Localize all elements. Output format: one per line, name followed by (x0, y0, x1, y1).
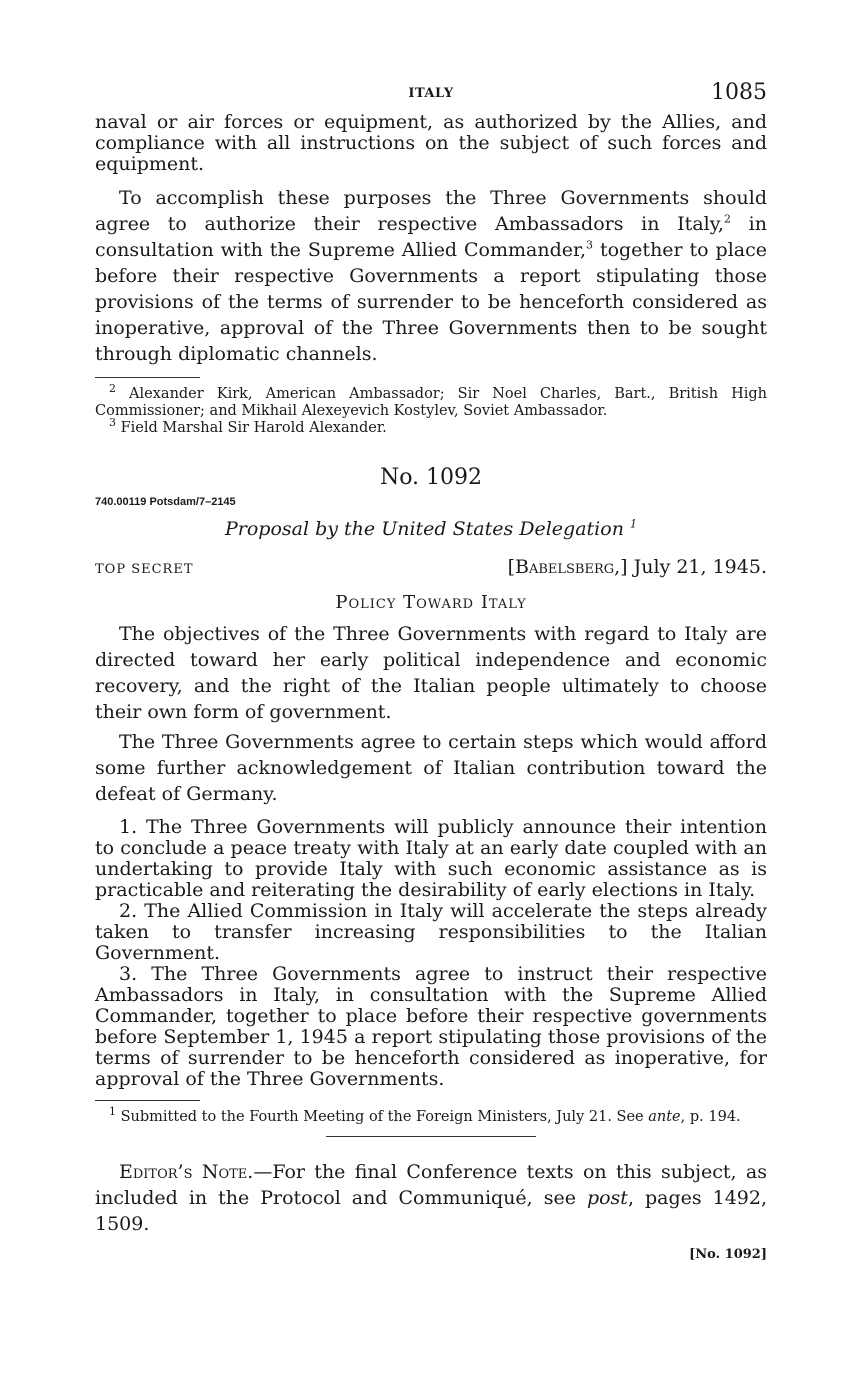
objectives-paragraph: The objectives of the Three Governments with regard to Italy are directed toward her early political independence and economic recovery, and the right of the Italian people ultimately to choose their own form of government. (95, 623, 767, 723)
footnote-rule (95, 1100, 200, 1101)
date: July 21, 1945. (627, 556, 767, 578)
accomplish-text-1: To accomplish these purposes the Three Governments should agree to authorize their respective Ambassadors in Italy, (95, 187, 767, 235)
continuation-paragraph: naval or air forces or equipment, as authorized by the Allies, and compliance with all instructions on the subject of such forces and equipment. (95, 111, 767, 175)
footnote-text: Submitted to the Fourth Meeting of the Foreign Ministers, July 21. See (116, 1109, 649, 1125)
document-number: No. 1092 (379, 465, 483, 490)
footnote-rule (95, 377, 200, 378)
accomplish-text-2: in consultation with the Supreme Allied Commander, (95, 213, 767, 261)
editors-note-pages: , pages 1492, 1509. (95, 1187, 767, 1235)
footnote-mark: 3 (109, 416, 116, 430)
dateline (508, 556, 767, 578)
post-word: post (586, 1187, 628, 1209)
point-3: 3. The Three Governments agree to instruct their respective Ambassadors in Italy, in consultation with the Supreme Allied Commander, together to place before their respective governments before September 1, 1945 a report stipulating those provisions of the terms of surrender to be henceforth considered as inoperative, for approval of the Three Governments. (95, 963, 767, 1090)
document-ref-tag: [No. 1092] (689, 1247, 767, 1262)
footnote-ref-2: 2 (723, 212, 731, 226)
footnote-text: Alexander Kirk, American Ambassador; Sir Noel Charles, Bart., British High Commissioner; and Mikhail Alexeyevich Kostylev, Soviet Ambassador. (95, 386, 767, 419)
accomplish-paragraph (95, 185, 767, 367)
editors-note (95, 1159, 767, 1237)
footnote-mark: 2 (109, 382, 116, 396)
page-number: 1085 (711, 80, 767, 105)
file-reference: 740.00119 Potsdam/7–2145 (95, 496, 236, 508)
footnote-text: Field Marshal Sir Harold Alexander. (116, 420, 387, 436)
editors-note-text: For the final Conference texts on this subject, as included in the Protocol and Communiqué, see (95, 1161, 768, 1209)
document-page (95, 80, 767, 1262)
classification-label: TOP SECRET (95, 562, 194, 577)
ante-word: ante (648, 1109, 681, 1125)
footnote-mark: 1 (109, 1105, 116, 1119)
point-1: 1. The Three Governments will publicly announce their intention to conclude a peace treaty with Italy at an early date coupled with an undertaking to provide Italy with such economic assistance as is practicable and reiterating the desirability of early elections in Italy. (95, 816, 767, 901)
editors-note-dash: — (253, 1161, 273, 1183)
place: [Babelsberg,] (507, 556, 628, 578)
editors-note-label: Editor’s Note. (119, 1161, 254, 1183)
footnote-ref-1: 1 (629, 517, 637, 531)
footnote-text-end: , p. 194. (680, 1109, 741, 1125)
point-2: 2. The Allied Commission in Italy will accelerate the steps already taken to transfer increasing responsibilities to the Italian Government. (95, 900, 767, 964)
footnote-2 (95, 382, 767, 420)
page-header (95, 80, 767, 112)
running-title: ITALY (408, 86, 454, 101)
accomplish-text-3: together to place before their respective Governments a report stipulating those provisions of the terms of surrender to be henceforth considered as inoperative, approval of the Three Governments then to be sought through diplomatic channels. (95, 239, 767, 365)
steps-paragraph: The Three Governments agree to certain steps which would afford some further acknowledgement of Italian contribution toward the defeat of Germany. (95, 731, 767, 805)
footnote-3 (95, 416, 767, 437)
policy-heading: Policy Toward Italy (335, 592, 527, 613)
proposal-text: Proposal by the United States Delegation (225, 518, 624, 540)
classification-row (95, 556, 767, 578)
footnote-ref-3: 3 (586, 238, 594, 252)
footnote-1 (95, 1105, 767, 1126)
proposal-heading (95, 518, 767, 540)
section-divider (326, 1136, 536, 1137)
